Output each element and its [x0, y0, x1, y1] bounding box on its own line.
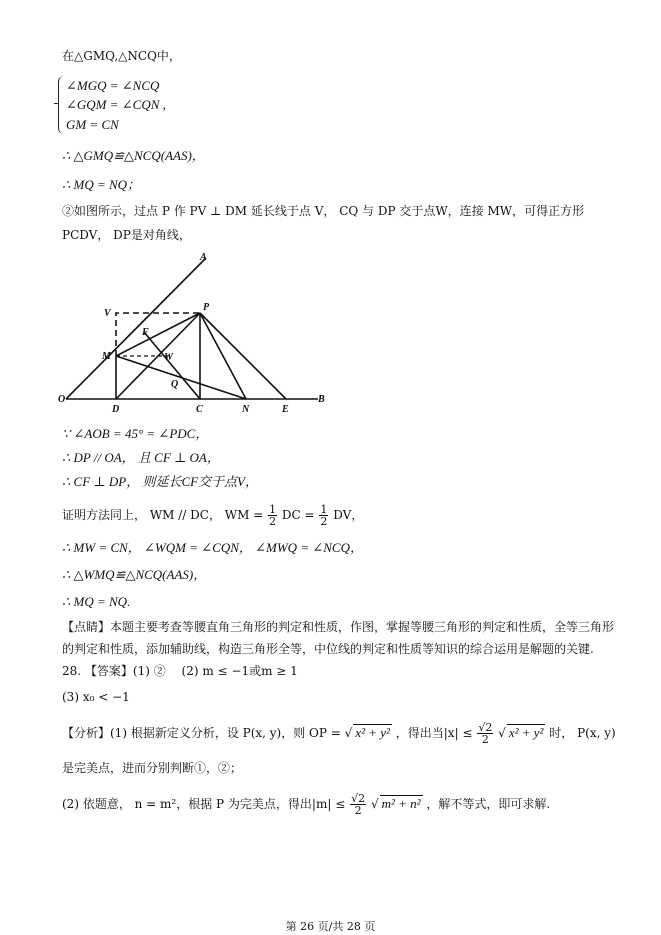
- therefore-equal-parts: ∴ MW = CN， ∠WQM = ∠CQN， ∠MWQ = ∠NCQ，: [62, 540, 363, 555]
- analysis-3-part-a: (2) 依题意， n = m²，根据 P 为完美点，得出|m| ≤: [62, 797, 346, 811]
- therefore-parallel: ∴ DP // OA， 且 CF ⊥ OA，: [62, 450, 220, 465]
- half-num-2: 1: [320, 503, 328, 516]
- conclusion-mq-nq-1: ∴ MQ = NQ；: [62, 177, 141, 192]
- segment-pe: [200, 313, 286, 399]
- label-v: V: [104, 308, 111, 319]
- answer-line-2: (3) x₀ < −1: [62, 690, 130, 704]
- system-eq-1: ∠MGQ = ∠NCQ: [66, 78, 160, 93]
- label-p: P: [203, 302, 210, 313]
- radical-1: [345, 726, 392, 740]
- label-b: B: [318, 394, 325, 405]
- half-fraction-1: [268, 504, 277, 527]
- conclusion-congruent-2: ∴ △WMQ≌△NCQ(AAS)，: [62, 567, 207, 582]
- frac-num-4: √2: [351, 792, 366, 805]
- segment-pd: [116, 313, 200, 399]
- system-eq-2: ∠GQM = ∠CQN ,: [66, 97, 166, 112]
- text-line-5a: ②如图所示，过点 P 作 PV ⊥ DM 延长线于点 V， CQ 与 DP 交于点W，连接 MW，可得正方形: [62, 204, 585, 218]
- half-den-2: 2: [320, 515, 328, 528]
- frac-den-4: 2: [354, 804, 362, 817]
- proof-same-part-3: DV，: [333, 508, 364, 522]
- because-angle: ∵ ∠AOB = 45° = ∠PDC，: [62, 426, 209, 441]
- analysis-line-1: [62, 722, 616, 745]
- label-c: C: [196, 404, 203, 415]
- label-o: O: [58, 394, 66, 405]
- frac-num-3: √2: [478, 721, 493, 734]
- note-line-2: 的判定和性质，添加辅助线，构造三角形全等，中位线的判定和性质等知识的综合运用是解题的关键.: [62, 642, 594, 656]
- analysis-line-2: 是完美点，进而分别判断①，②；: [62, 761, 243, 775]
- half-num-1: 1: [269, 503, 277, 516]
- radical-2: [498, 726, 545, 740]
- label-d: D: [112, 404, 120, 415]
- half-fraction-2: [319, 504, 328, 527]
- radicand-3: m² + n²: [381, 796, 421, 811]
- therefore-perpendicular: ∴ CF ⊥ DP， 则延长CF交于点V，: [62, 474, 258, 489]
- system-eq-3: GM = CN: [66, 117, 119, 132]
- label-m: M: [102, 351, 111, 362]
- answer-line-1: 28. 【答案】(1) ② (2) m ≤ −1或m ≥ 1: [62, 664, 298, 678]
- frac-den-3: 2: [481, 733, 489, 746]
- text-line-1: 在△GMQ,△NCQ中，: [62, 49, 181, 63]
- label-e: E: [282, 404, 289, 415]
- conclusion-congruent-1: ∴ △GMQ≌△NCQ(AAS)，: [62, 148, 205, 163]
- analysis-3-part-e: ，解不等式，即可求解.: [426, 797, 551, 811]
- proof-same-line: [62, 504, 363, 527]
- analysis-1-part-a: 【分析】(1) 根据新定义分析，设 P(x, y)，则 OP =: [62, 726, 341, 740]
- label-n: N: [242, 404, 250, 415]
- proof-same-part-2: DC =: [281, 508, 315, 522]
- sqrt2-over-2-2: [350, 793, 366, 816]
- proof-same-part-1: 证明方法同上， WM // DC， WM =: [62, 508, 264, 522]
- note-line-1: 【点睛】本题主要考查等腰直角三角形的判定和性质，作图，掌握等腰三角形的判定和性质，全等三角形: [62, 620, 615, 634]
- label-f: F: [142, 327, 149, 338]
- label-q: Q: [171, 379, 179, 390]
- page-footer: 第 26 页/共 28 页: [285, 920, 376, 933]
- half-den-1: 2: [269, 515, 277, 528]
- label-w: W: [164, 352, 173, 363]
- radicand-2: x² + y²: [508, 725, 544, 740]
- radical-3: [371, 797, 423, 811]
- conclusion-mq-nq-2: ∴ MQ = NQ.: [62, 594, 131, 609]
- label-a: A: [200, 252, 207, 263]
- sqrt2-over-2-1: [477, 722, 493, 745]
- analysis-1-part-g: 时， P(x, y): [549, 726, 616, 740]
- radicand-1: x² + y²: [355, 725, 390, 740]
- analysis-line-3: [62, 793, 550, 816]
- analysis-1-part-c: ，得出当|x| ≤: [395, 726, 473, 740]
- text-line-5b: PCDV， DP是对角线，: [62, 228, 191, 242]
- geometry-figure: [58, 250, 330, 415]
